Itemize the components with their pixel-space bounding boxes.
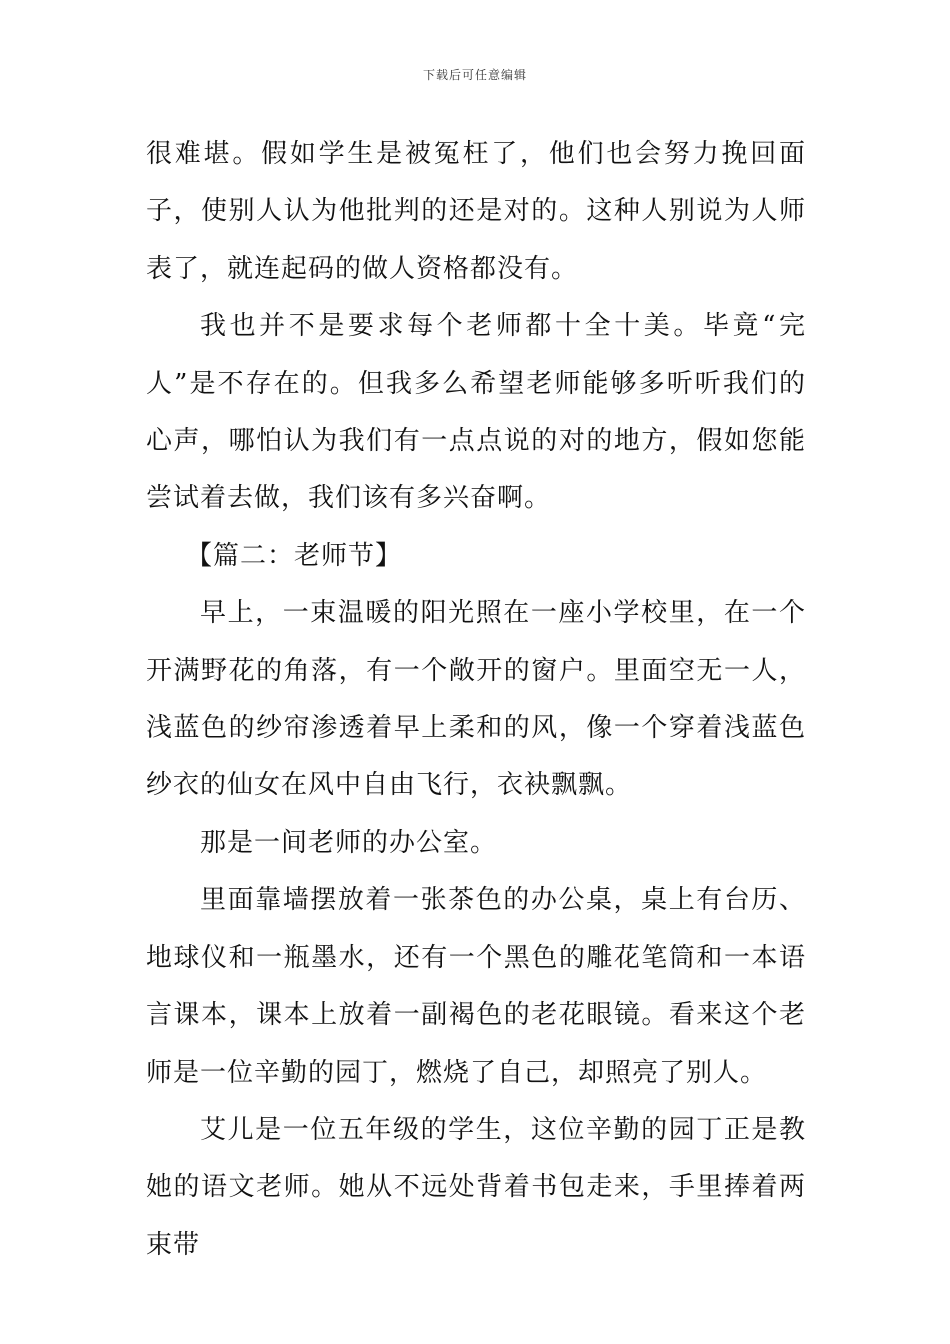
paragraph: 那是一间老师的办公室。	[200, 827, 498, 858]
paragraph: 里面靠墙摆放着一张茶色的办公桌，桌上有台历、地球仪和一瓶墨水，还有一个黑色的雕花笔筒和一本语言课本，课本上放着一副褐色的老花眼镜。看来这个老师是一位辛勤的园丁，燃烧了自己，却照亮了别人。	[146, 885, 806, 1088]
paragraph-continued: 很难堪。假如学生是被冤枉了，他们也会努力挽回面子，使别人认为他批判的还是对的。这种人别说为人师表了，就连起码的做人资格都没有。	[146, 139, 806, 284]
paragraph: 我也并不是要求每个老师都十全十美。毕竟“完人”是不存在的。但我多么希望老师能够多听听我们的心声，哪怕认为我们有一点点说的对的地方，假如您能尝试着去做，我们该有多兴奋啊。	[146, 311, 806, 514]
document-body	[146, 126, 806, 1274]
page-header: 下载后可任意编辑	[422, 68, 527, 82]
section-heading: 【篇二：老师节】	[186, 540, 403, 571]
paragraph: 艾儿是一位五年级的学生，这位辛勤的园丁正是教她的语文老师。她从不远处背着书包走来，手里捧着两束带	[146, 1114, 806, 1260]
paragraph: 早上，一束温暖的阳光照在一座小学校里，在一个开满野花的角落，有一个敞开的窗户。里面空无一人，浅蓝色的纱帘渗透着早上柔和的风，像一个穿着浅蓝色纱衣的仙女在风中自由飞行，衣袂飘飘。	[146, 598, 806, 801]
